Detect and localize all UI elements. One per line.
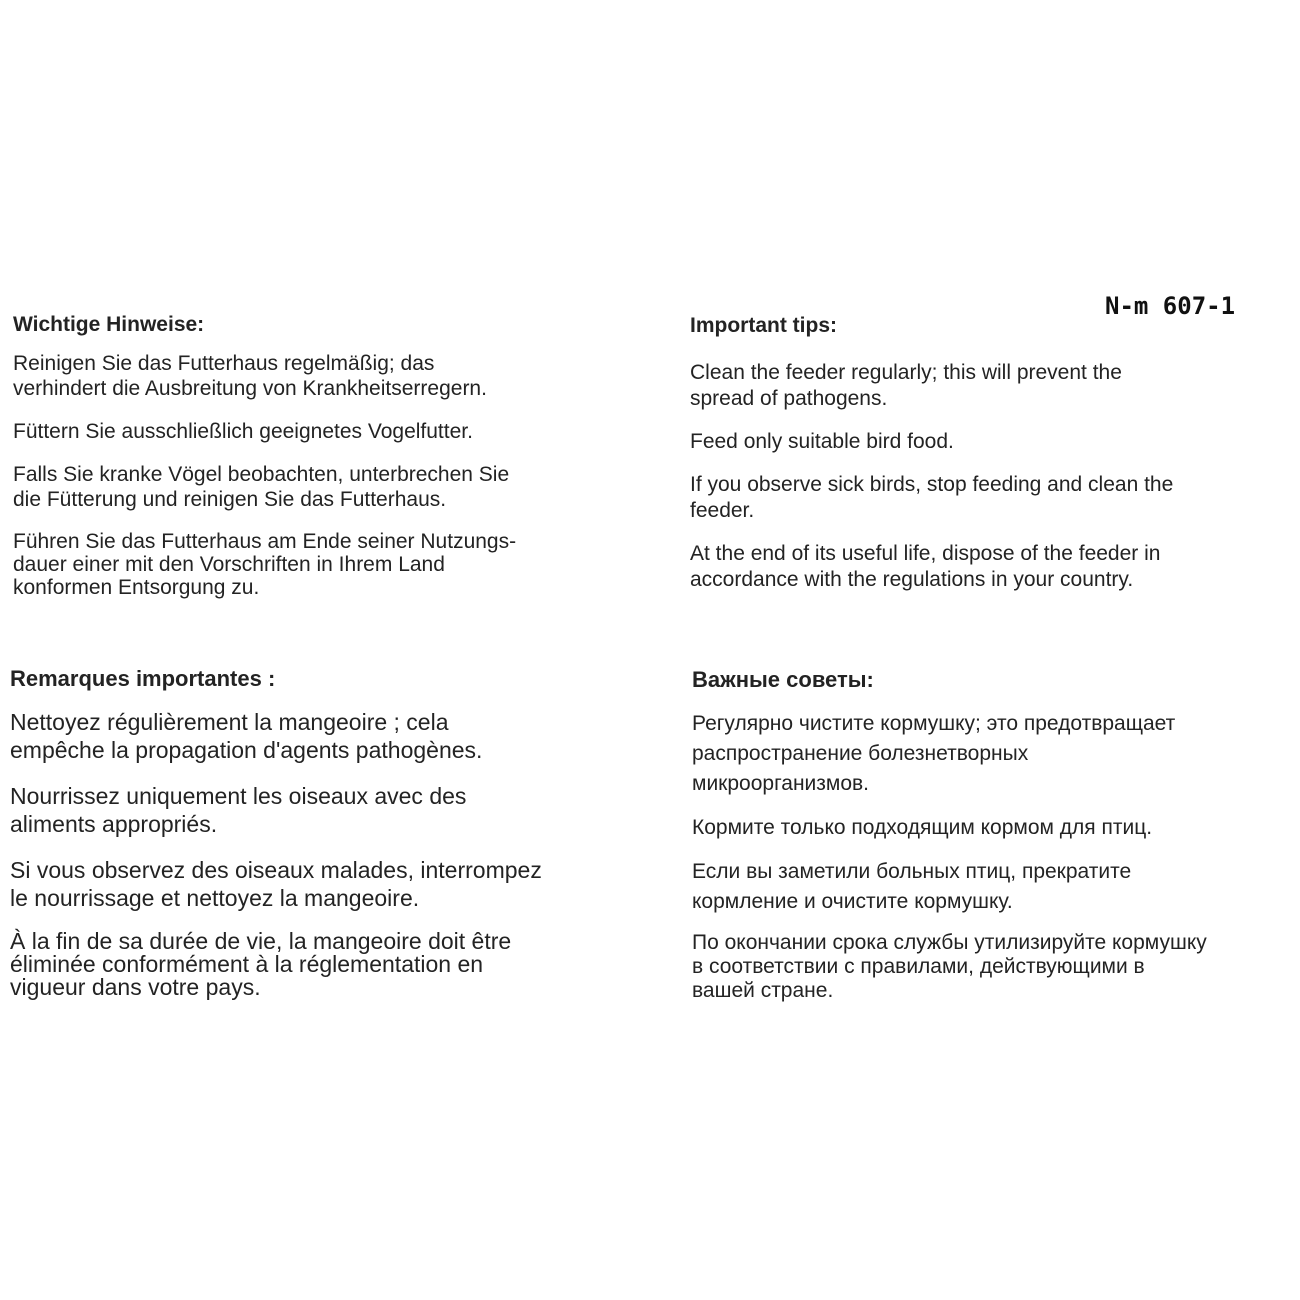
russian-title: Важные советы: (692, 667, 874, 692)
french-tip-1: Nettoyez régulièrement la mangeoire ; cela empêche la propagation d'agents pathogènes. (10, 709, 483, 763)
french-tip-3: Si vous observez des oiseaux malades, interrompez le nourrissage et nettoyez la mangeoire. (10, 857, 542, 911)
german-tip-3: Falls Sie kranke Vögel beobachten, unterbrechen Sie die Fütterung und reinigen Sie das Futterhaus. (13, 463, 510, 511)
german-section (13, 312, 633, 617)
russian-tip-4: По окончании срока службы утилизируйте кормушку в соответствии с правилами, действующими в вашей стране. (692, 931, 1207, 1002)
german-tip-4: Führen Sie das Futterhaus am Ende seiner Nutzungs- dauer einer mit den Vorschriften in Ihrem Land konformen Entsorgung zu. (13, 530, 517, 599)
product-code: N-m 607-1 (1105, 292, 1236, 320)
russian-tip-3: Если вы заметили больных птиц, прекратите кормление и очистите кормушку. (692, 860, 1132, 913)
english-tip-1: Clean the feeder regularly; this will prevent the spread of pathogens. (690, 361, 1122, 410)
french-tip-4: À la fin de sa durée de vie, la mangeoire doit être éliminée conformément à la réglementation en vigueur dans votre pays. (10, 928, 512, 1000)
french-section (10, 664, 650, 1017)
english-tip-4: At the end of its useful life, dispose of the feeder in accordance with the regulations in your country. (690, 542, 1161, 591)
german-tip-2: Füttern Sie ausschließlich geeignetes Vogelfutter. (13, 420, 473, 443)
french-tip-2: Nourrissez uniquement les oiseaux avec des aliments appropriés. (10, 783, 467, 837)
russian-tip-2: Кормите только подходящим кормом для птиц. (692, 816, 1153, 839)
russian-section (692, 665, 1297, 1017)
english-section (690, 313, 1290, 610)
german-title: Wichtige Hinweise: (13, 313, 205, 336)
german-tip-1: Reinigen Sie das Futterhaus regelmäßig; das verhindert die Ausbreitung von Krankheitserregern. (13, 352, 487, 400)
french-title: Remarques importantes : (10, 666, 276, 691)
english-tip-3: If you observe sick birds, stop feeding and clean the feeder. (690, 473, 1174, 522)
english-tip-2: Feed only suitable bird food. (690, 430, 954, 453)
russian-tip-1: Регулярно чистите кормушку; это предотвращает распространение болезнетворных микроорганизмов. (692, 712, 1176, 795)
english-title: Important tips: (690, 314, 837, 337)
